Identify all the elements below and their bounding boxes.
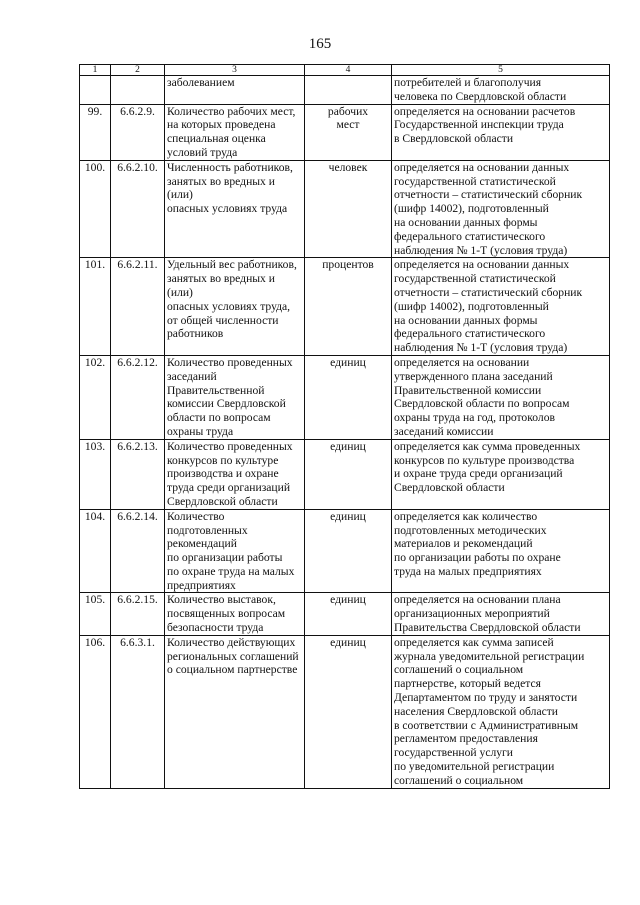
indicators-table xyxy=(79,64,610,789)
indicator-code-cell: 6.6.3.1. xyxy=(111,635,165,788)
row-number-cell: 101. xyxy=(80,258,111,356)
column-header-1: 1 xyxy=(80,65,111,76)
calculation-method-cell: определяется на основании расчетов Государственной инспекции труда в Свердловской области xyxy=(392,104,610,160)
indicator-code-cell: 6.6.2.12. xyxy=(111,355,165,439)
table-row xyxy=(80,439,610,509)
indicator-name-cell: Численность работников, занятых во вредных и (или) опасных условиях труда xyxy=(165,160,305,258)
row-number-cell: 102. xyxy=(80,355,111,439)
table-row xyxy=(80,509,610,593)
continuation-name-cell: заболеванием xyxy=(165,76,305,105)
column-header-2: 2 xyxy=(111,65,165,76)
table-row xyxy=(80,593,610,635)
calculation-method-cell: определяется как количество подготовленных методических материалов и рекомендаций по организации работы по охране труда на малых предприятиях xyxy=(392,509,610,593)
indicator-code-cell: 6.6.2.15. xyxy=(111,593,165,635)
indicator-name-cell: Количество рабочих мест, на которых проведена специальная оценка условий труда xyxy=(165,104,305,160)
column-header-3: 3 xyxy=(165,65,305,76)
page-number: 165 xyxy=(308,36,332,52)
row-number-cell: 104. xyxy=(80,509,111,593)
indicator-name-cell: Количество действующих региональных соглашений о социальном партнерстве xyxy=(165,635,305,788)
calculation-method-cell: определяется на основании данных государственной статистической отчетности – статистический сборник (шифр 14002), подготовленный на основании данных формы федерального статистического наблюдения № 1-Т (условия труда) xyxy=(392,160,610,258)
indicator-code-cell: 6.6.2.14. xyxy=(111,509,165,593)
indicator-code-cell: 6.6.2.10. xyxy=(111,160,165,258)
row-number-cell: 100. xyxy=(80,160,111,258)
continuation-num-cell xyxy=(80,76,111,105)
unit-cell: процентов xyxy=(305,258,392,356)
calculation-method-cell: определяется на основании плана организационных мероприятий Правительства Свердловской области xyxy=(392,593,610,635)
column-number-header-row xyxy=(80,65,610,76)
continuation-code-cell xyxy=(111,76,165,105)
column-header-4: 4 xyxy=(305,65,392,76)
indicator-name-cell: Количество проведенных конкурсов по культуре производства и охране труда среди организаций Свердловской области xyxy=(165,439,305,509)
continuation-row xyxy=(80,76,610,105)
unit-cell: рабочих мест xyxy=(305,104,392,160)
calculation-method-cell: определяется на основании утвержденного плана заседаний Правительственной комиссии Свердловской области по вопросам охраны труда на год, протоколов заседаний комиссии xyxy=(392,355,610,439)
indicator-name-cell: Количество выставок, посвященных вопросам безопасности труда xyxy=(165,593,305,635)
continuation-method-cell: потребителей и благополучия человека по Свердловской области xyxy=(392,76,610,105)
row-number-cell: 103. xyxy=(80,439,111,509)
unit-cell: единиц xyxy=(305,439,392,509)
unit-cell: единиц xyxy=(305,509,392,593)
unit-cell: единиц xyxy=(305,593,392,635)
unit-cell: единиц xyxy=(305,635,392,788)
table-row xyxy=(80,635,610,788)
column-header-5: 5 xyxy=(392,65,610,76)
calculation-method-cell: определяется как сумма проведенных конкурсов по культуре производства и охране труда среди организаций Свердловской области xyxy=(392,439,610,509)
table-row xyxy=(80,160,610,258)
row-number-cell: 106. xyxy=(80,635,111,788)
indicator-name-cell: Количество проведенных заседаний Правительственной комиссии Свердловской области по вопросам охраны труда xyxy=(165,355,305,439)
table-row xyxy=(80,355,610,439)
indicator-code-cell: 6.6.2.11. xyxy=(111,258,165,356)
calculation-method-cell: определяется как сумма записей журнала уведомительной регистрации соглашений о социальном партнерстве, который ведется Департаментом по труду и занятости населения Свердловской области в соответствии с Административным регламентом предоставления государственной услуги по уведомительной регистрации соглашений о социальном xyxy=(392,635,610,788)
calculation-method-cell: определяется на основании данных государственной статистической отчетности – статистический сборник (шифр 14002), подготовленный на основании данных формы федерального статистического наблюдения № 1-Т (условия труда) xyxy=(392,258,610,356)
table-row xyxy=(80,258,610,356)
indicator-name-cell: Количество подготовленных рекомендаций по организации работы по охране труда на малых предприятиях xyxy=(165,509,305,593)
indicator-name-cell: Удельный вес работников, занятых во вредных и (или) опасных условиях труда, от общей численности работников xyxy=(165,258,305,356)
row-number-cell: 105. xyxy=(80,593,111,635)
table-row xyxy=(80,104,610,160)
indicator-code-cell: 6.6.2.13. xyxy=(111,439,165,509)
indicator-code-cell: 6.6.2.9. xyxy=(111,104,165,160)
unit-cell: человек xyxy=(305,160,392,258)
unit-cell: единиц xyxy=(305,355,392,439)
row-number-cell: 99. xyxy=(80,104,111,160)
continuation-unit-cell xyxy=(305,76,392,105)
